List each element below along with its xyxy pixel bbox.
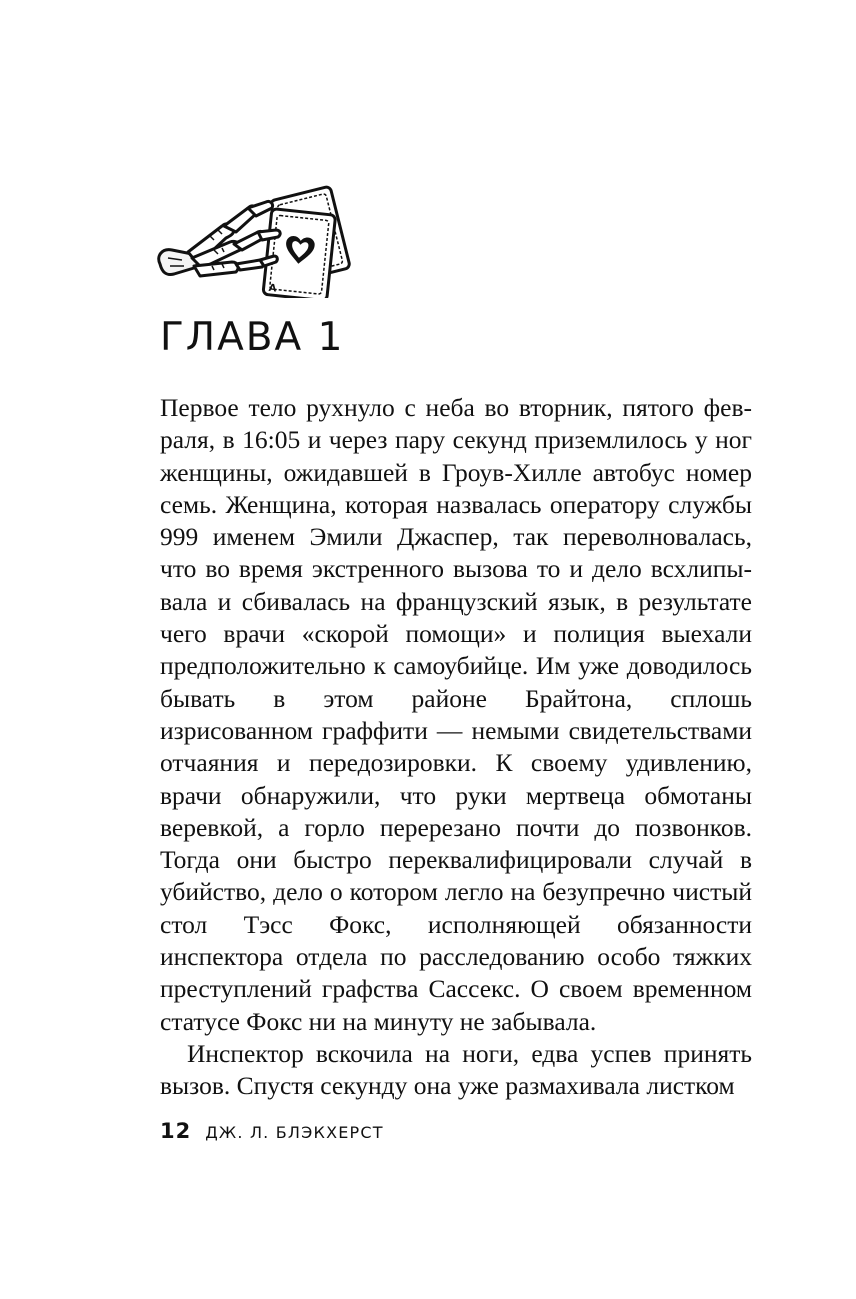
chapter-body bbox=[160, 392, 752, 1103]
body-paragraph: Инспектор вскочила на ноги, едва успев принять вызов. Спустя секунду она уже размахивала листком bbox=[160, 1038, 752, 1101]
card-rank-label: A bbox=[268, 282, 277, 295]
running-head-author: ДЖ. Л. БЛЭКХЕРСТ bbox=[205, 1123, 384, 1142]
chapter-title: ГЛАВА 1 bbox=[160, 315, 345, 360]
page-footer bbox=[160, 1121, 384, 1142]
body-paragraph: Первое тело рухнуло с неба во вторник, пятого февраля, в 16:05 и через пару секунд приземлилось у ног женщины, ожидавшей в Гроув-Хилле автобус номер семь. Женщина, которая назвалась оператору службы 999 именем Эмили Джаспер, так переволновалась, что во время экстренного вызова то и дело всхлипывала и сбивалась на французский язык, в результате чего врачи «скорой помощи» и полиция выехали предположительно к самоубийце. Им уже доводилось бывать в этом районе Брайтона, сплошь изрисованном граффити — немыми свидетельствами отчаяния и передозировки. К своему удивлению, врачи обнаружили, что руки мертвеца обмотаны веревкой, а горло перерезано почти до позвонков. Тогда они быстро переквалифицировали случай в убийство, дело о котором легло на безупречно чистый стол Тэсс Фокс, исполняющей обязанности инспектора отдела по расследованию особо тяжких преступлений графства Сассекс. О своем временном статусе Фокс ни на минуту не забывала. bbox=[160, 393, 752, 1036]
skeleton-hand-cards-icon bbox=[152, 178, 368, 298]
page-number: 12 bbox=[160, 1119, 192, 1143]
